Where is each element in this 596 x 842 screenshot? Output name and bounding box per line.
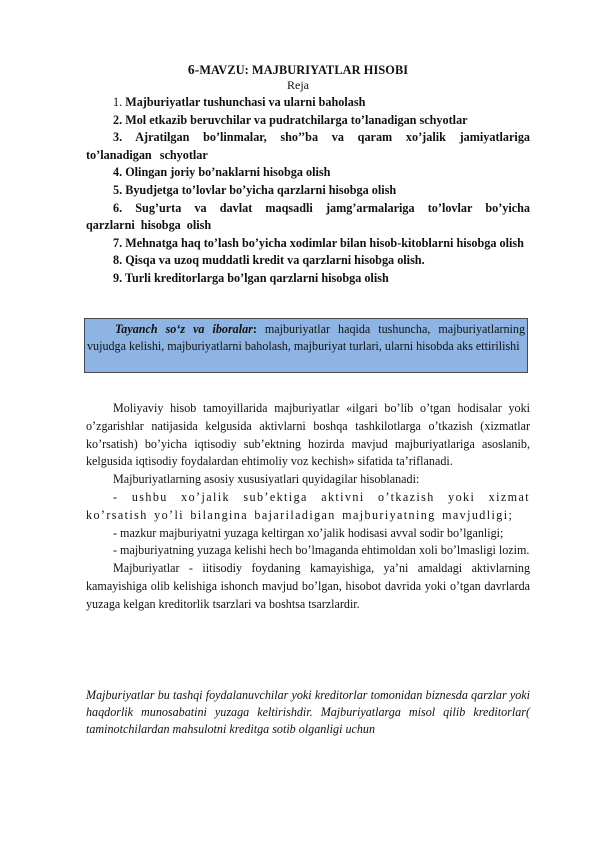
paragraph-features-intro: Majburiyatlarning asosiy xususiyatlari quyidagilar hisoblanadi: — [113, 472, 420, 487]
title-text: MAVZU: MAJBURIYATLAR HISOBI — [199, 63, 409, 77]
plan-item: 1. Majburiyatlar tushunchasi va ularni baholash — [113, 95, 366, 109]
keywords-box — [84, 318, 528, 373]
plan-heading: Reja — [287, 78, 309, 92]
plan-list — [86, 94, 530, 288]
plan-item: 6. Sug’urta va davlat maqsadli jamg’armalariga to’lovlar bo’yicha qarzlarni hisobga olish — [86, 200, 531, 233]
keywords-text: majburiyatlar haqida tushuncha, majburiyatlarning vujudga kelishi, majburiyatlarni baholash, majburiyat turlari, ularni hisobda aks ettirilishi — [87, 322, 525, 353]
title-number: 6- — [187, 62, 200, 77]
body-text — [86, 400, 530, 614]
list-item-feature-3: - majburiyatning yuzaga kelishi hech bo’lmaganda ehtimoldan xoli bo’lmasligi lozim. — [113, 543, 530, 558]
keywords-label: Tayanch so‘z va iboralar — [115, 322, 253, 336]
list-item-feature-1: - ushbu xo’jalik sub’ektiga aktivni o’tkazish yoki xizmat ko’rsatish yo’li bilangina bajariladigan majburiyatning mavjudligi; — [86, 489, 530, 522]
plan-item: 4. Olingan joriy bo’naklarni hisobga olish — [113, 165, 331, 180]
list-item-feature-2: - mazkur majburiyatni yuzaga keltirgan xo’jalik hodisasi avval sodir bo’lganligi; — [113, 525, 504, 540]
paragraph-definition: Moliyaviy hisob tamoyillarida majburiyatlar «ilgari bo’lib o’tgan hodisalar yoki o’zgarishlar natijasida kelgusida aktivlarni boshqa tashkilotlarga o’tkazish (xizmatlar ko’rsatish) bo’yicha iqtisodiy sub’ektning hozirda mavjud majburiyatlariga asoslanib, kelgusida iqtisodiy foydalardan ehtimoliy voz kechish» sifatida ta’riflanadi. — [86, 401, 530, 469]
plan-item: 7. Mehnatga haq to’lash bo’yicha xodimlar bilan hisob-kitoblarni hisobga olish — [113, 235, 524, 250]
plan-item: 3. Ajratilgan bo’linmalar, sho’’ba va qaram xo’jalik jamiyatlariga to’lanadigan schyotlar — [86, 130, 531, 162]
plan-item: 5. Byudjetga to’lovlar bo’yicha qarzlarni hisobga olish — [113, 182, 397, 197]
plan-item: 9. Turli kreditorlarga bo’lgan qarzlarni hisobga olish — [113, 270, 389, 285]
plan-item: 2. Mol etkazib beruvchilar va pudratchilarga to’lanadigan schyotlar — [113, 112, 468, 127]
italic-paragraph: Majburiyatlar bu tashqi foydalanuvchilar yoki kreditorlar tomonidan biznesda qarzlar yoki haqdorlik munosabatini yuzaga keltirishdir. Majburiyatlarga misol qilib kreditorlar( taminotchilardan mahsulotni kreditga sotib olganligi uchun — [86, 688, 530, 736]
page-title — [0, 62, 596, 78]
keywords-paragraph: Tayanch so‘z va iboralar: majburiyatlar haqida tushuncha, majburiyatlarning vujudga kelishi, majburiyatlarni baholash, majburiyat turlari, ularni hisobda aks ettirilishi — [87, 322, 525, 353]
plan-item: 8. Qisqa va uzoq muddatli kredit va qarzlarni hisobga olish. — [113, 253, 425, 268]
paragraph-liabilities: Majburiyatlar - iitisodiy foydaning kamayishiga, ya’ni amaldagi aktivlarning kamayishiga olib kelishiga ishonch mavjud bo’lgan, hisobot davrida yoki o’tgan davrlarda yuzaga kelgan kreditorlik tsarzlari va boshtsa tsarzlardir. — [86, 561, 530, 611]
